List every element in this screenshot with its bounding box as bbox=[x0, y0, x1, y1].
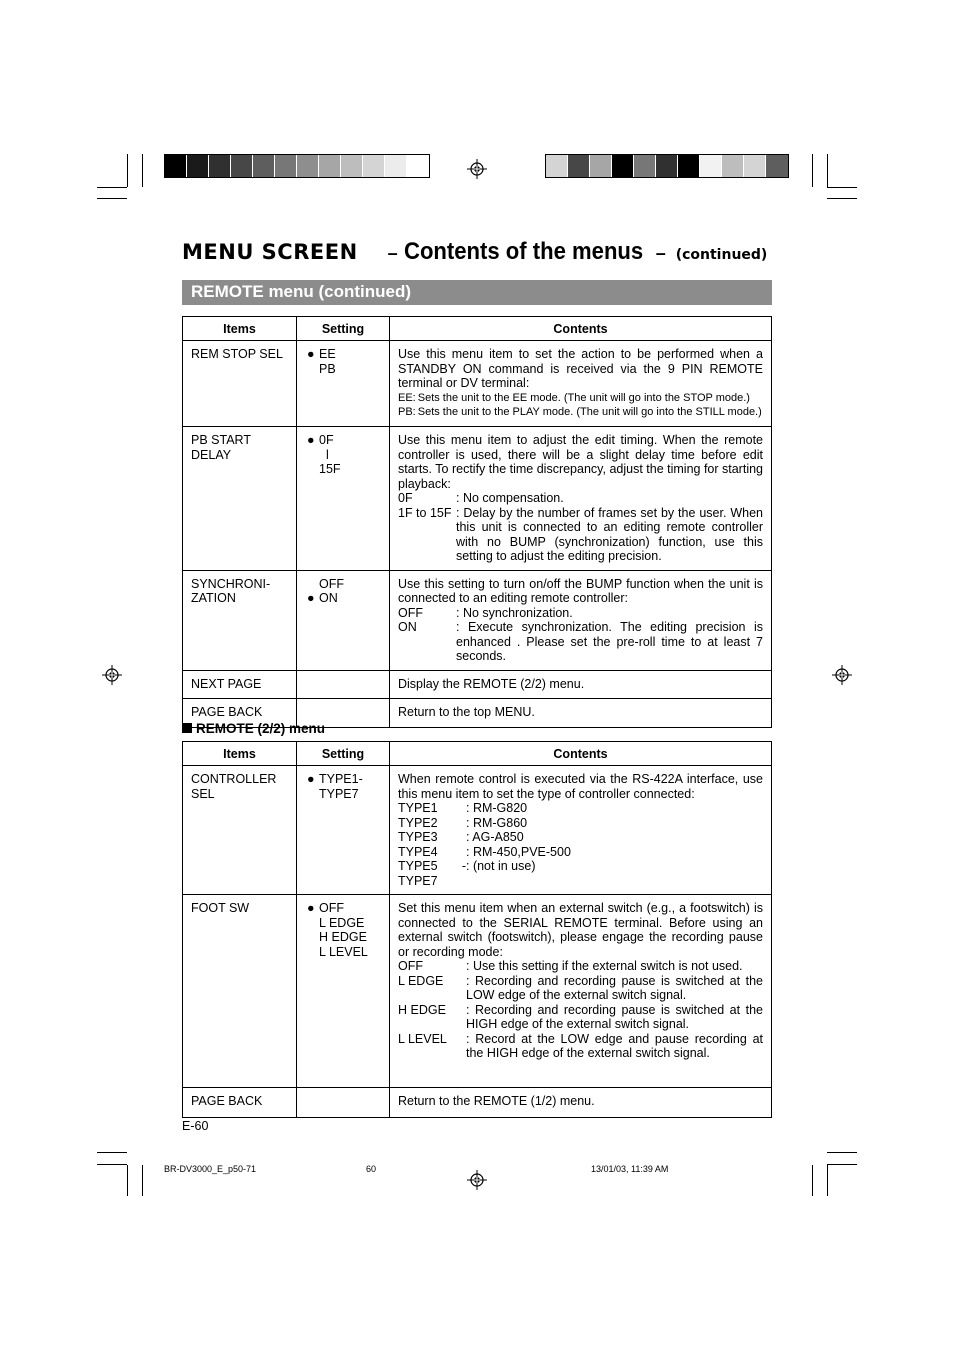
default-marker-icon bbox=[307, 362, 319, 377]
definition-term: TYPE3 bbox=[398, 830, 438, 844]
section-heading-label: REMOTE (2/2) menu bbox=[196, 721, 326, 736]
column-header: Contents bbox=[390, 317, 772, 341]
table-row bbox=[183, 895, 772, 1088]
gray-swatch bbox=[766, 155, 788, 177]
gray-swatch bbox=[319, 155, 341, 177]
crop-mark bbox=[827, 187, 857, 188]
gray-swatch bbox=[165, 155, 187, 177]
definition-text: : Delay by the number of frames set by the user. When this unit is connected to an editing remote controller with no BUMP (synchronization) function, use this setting to adjust the editing precision. bbox=[456, 505, 763, 563]
registration-target-icon bbox=[467, 1170, 487, 1190]
registration-target-icon bbox=[832, 665, 852, 685]
gray-swatch bbox=[744, 155, 766, 177]
setting-cell bbox=[297, 570, 390, 670]
definition-text: Sets the unit to the EE mode. (The unit will go into the STOP mode.) bbox=[417, 391, 750, 404]
registration-target-icon bbox=[102, 665, 122, 685]
default-marker-icon: ● bbox=[307, 347, 315, 361]
contents-definition bbox=[398, 405, 763, 420]
contents-definition bbox=[398, 491, 763, 506]
grayscale-calibration-bar-left bbox=[164, 154, 430, 178]
contents-definition bbox=[398, 801, 763, 816]
setting-cell bbox=[297, 895, 390, 1088]
setting-option bbox=[307, 945, 381, 960]
definition-text: : Execute synchronization. The editing precision is enhanced . Please set the pre-roll time to at least 7 seconds. bbox=[456, 620, 763, 663]
crop-mark bbox=[827, 154, 828, 187]
section-heading bbox=[182, 721, 325, 736]
definition-term: TYPE4 bbox=[398, 844, 438, 859]
footer-date: 13/01/03, 11:39 AM bbox=[591, 1164, 669, 1174]
definition-term: H EDGE bbox=[398, 1002, 446, 1017]
table-row bbox=[183, 427, 772, 571]
default-marker-icon bbox=[307, 462, 319, 477]
contents-definition bbox=[398, 816, 763, 831]
gray-swatch bbox=[407, 155, 429, 177]
contents-cell bbox=[390, 341, 772, 427]
crop-mark bbox=[97, 187, 127, 188]
gray-swatch bbox=[385, 155, 407, 177]
setting-cell bbox=[297, 766, 390, 895]
title-continued: (continued) bbox=[675, 247, 768, 263]
setting-option bbox=[307, 772, 381, 787]
definition-text: : Record at the LOW edge and pause recording at the HIGH edge of the external switch signal. bbox=[466, 1031, 763, 1060]
grayscale-calibration-bar-right bbox=[545, 154, 789, 178]
default-marker-icon bbox=[307, 916, 319, 931]
contents-text: Use this menu item to set the action to be performed when a STANDBY ON command is received via the 9 PIN REMOTE terminal or DV terminal: bbox=[398, 347, 763, 390]
footer-page: 60 bbox=[366, 1164, 377, 1174]
header-row bbox=[183, 317, 772, 341]
item-label: DELAY bbox=[191, 447, 232, 462]
footer-file: BR-DV3000_E_p50-71 bbox=[164, 1164, 257, 1174]
contents-definition bbox=[398, 606, 763, 621]
setting-option bbox=[307, 901, 381, 916]
contents-text: Use this menu item to adjust the edit timing. When the remote controller is used, there will be a slight delay time before edit starts. To rectify the time discrepancy, adjust the timing for starting playback: bbox=[398, 433, 763, 491]
definition-text: : No synchronization. bbox=[456, 605, 573, 620]
contents-definition bbox=[398, 845, 763, 860]
definition-text: : RM-450,PVE-500 bbox=[466, 844, 571, 859]
title-dash: – bbox=[655, 243, 666, 263]
definition-term: 1F to 15F bbox=[398, 505, 452, 520]
page-title bbox=[182, 238, 767, 266]
setting-label: L LEVEL bbox=[319, 944, 368, 959]
setting-option bbox=[307, 362, 381, 377]
setting-option bbox=[307, 347, 381, 362]
table-row bbox=[183, 570, 772, 670]
setting-option bbox=[307, 787, 381, 802]
contents-definition bbox=[398, 859, 763, 888]
definition-term: L EDGE bbox=[398, 973, 444, 988]
title-sub: Contents of the menus bbox=[403, 238, 643, 265]
default-marker-icon: ● bbox=[307, 591, 315, 605]
item-cell bbox=[183, 895, 297, 1088]
definition-text: : Use this setting if the external switch is not used. bbox=[466, 959, 743, 973]
definition-term: TYPE1 bbox=[398, 801, 438, 815]
setting-option bbox=[307, 916, 381, 931]
contents-text: Return to the top MENU. bbox=[398, 704, 535, 719]
contents-text: Use this setting to turn on/off the BUMP function when the unit is connected to an editing remote controller: bbox=[398, 576, 763, 605]
gray-swatch bbox=[275, 155, 297, 177]
crop-mark bbox=[827, 198, 857, 199]
default-marker-icon bbox=[307, 945, 319, 960]
item-label: SEL bbox=[191, 786, 215, 801]
crop-mark bbox=[127, 1165, 128, 1196]
definition-term: OFF bbox=[398, 605, 423, 620]
contents-cell bbox=[390, 1088, 772, 1118]
crop-mark bbox=[142, 154, 143, 187]
contents-definition bbox=[398, 391, 763, 406]
gray-swatch bbox=[656, 155, 678, 177]
contents-definition bbox=[398, 506, 763, 564]
definition-term: OFF bbox=[398, 959, 423, 973]
contents-cell bbox=[390, 427, 772, 571]
crop-mark bbox=[97, 1164, 127, 1165]
setting-label: 15F bbox=[319, 462, 341, 476]
setting-label: TYPE7 bbox=[319, 786, 359, 801]
setting-cell bbox=[297, 670, 390, 698]
definition-term: 0F bbox=[398, 491, 413, 505]
gray-swatch bbox=[722, 155, 744, 177]
definition-term: PB: bbox=[398, 406, 416, 418]
table-row bbox=[183, 1088, 772, 1118]
setting-option bbox=[307, 462, 381, 477]
contents-definition bbox=[398, 959, 763, 974]
default-marker-icon: ● bbox=[307, 901, 315, 915]
registration-target-icon bbox=[467, 159, 487, 179]
definition-text: : AG-A850 bbox=[466, 830, 524, 844]
gray-swatch bbox=[700, 155, 722, 177]
definition-term: EE: bbox=[398, 391, 416, 404]
setting-option bbox=[307, 591, 381, 606]
definition-term: L LEVEL bbox=[398, 1031, 447, 1046]
item-cell bbox=[183, 570, 297, 670]
item-cell bbox=[183, 766, 297, 895]
contents-cell bbox=[390, 895, 772, 1088]
gray-swatch bbox=[568, 155, 590, 177]
title-dash: – bbox=[387, 243, 398, 263]
setting-cell bbox=[297, 1088, 390, 1118]
column-header: Items bbox=[183, 742, 297, 766]
crop-mark bbox=[827, 1152, 857, 1153]
item-label: SYNCHRONI- bbox=[191, 576, 271, 591]
table-row bbox=[183, 766, 772, 895]
setting-label: EE bbox=[319, 347, 336, 361]
contents-definition bbox=[398, 1003, 763, 1032]
gray-swatch bbox=[253, 155, 275, 177]
square-bullet-icon bbox=[182, 723, 192, 733]
crop-mark bbox=[97, 1152, 127, 1153]
gray-swatch bbox=[590, 155, 612, 177]
column-header: Setting bbox=[297, 317, 390, 341]
gray-swatch bbox=[678, 155, 700, 177]
contents-definition bbox=[398, 830, 763, 845]
gray-swatch bbox=[363, 155, 385, 177]
column-header: Setting bbox=[297, 742, 390, 766]
setting-option bbox=[307, 577, 381, 592]
contents-definition bbox=[398, 620, 763, 664]
definition-term: TYPE5 - TYPE7 bbox=[398, 859, 466, 888]
item-label: ZATION bbox=[191, 591, 236, 605]
gray-swatch bbox=[209, 155, 231, 177]
definition-text: : RM-G860 bbox=[466, 815, 528, 830]
page-number: E-60 bbox=[182, 1119, 209, 1133]
gray-swatch bbox=[612, 155, 634, 177]
contents-cell bbox=[390, 570, 772, 670]
definition-text: : (not in use) bbox=[466, 859, 536, 873]
setting-label: 0F bbox=[319, 433, 334, 447]
table-row bbox=[183, 341, 772, 427]
table-row bbox=[183, 670, 772, 698]
contents-cell bbox=[390, 698, 772, 727]
setting-label: OFF bbox=[319, 576, 344, 591]
setting-option bbox=[307, 930, 381, 945]
gray-swatch bbox=[341, 155, 363, 177]
contents-text: Set this menu item when an external switch (e.g., a footswitch) is connected to the SERIAL REMOTE terminal. Before using an external switch (footswitch), please engage the recording pause or recording mode: bbox=[398, 901, 763, 959]
crop-mark bbox=[827, 1165, 828, 1196]
remote-menu-table-1 bbox=[182, 316, 772, 728]
definition-text: : No compensation. bbox=[456, 491, 564, 505]
crop-mark bbox=[812, 1165, 813, 1196]
default-marker-icon bbox=[307, 787, 319, 802]
section-banner: REMOTE menu (continued) bbox=[182, 280, 772, 305]
item-label: REM STOP SEL bbox=[191, 347, 283, 361]
column-header: Contents bbox=[390, 742, 772, 766]
definition-text: : RM-G820 bbox=[466, 801, 528, 815]
contents-text: When remote control is executed via the RS-422A interface, use this menu item to set the type of controller connected: bbox=[398, 772, 763, 801]
setting-label: PB bbox=[319, 361, 336, 376]
definition-term: TYPE2 bbox=[398, 815, 438, 830]
contents-text: Return to the REMOTE (1/2) menu. bbox=[398, 1094, 595, 1108]
contents-cell bbox=[390, 766, 772, 895]
definition-text: Sets the unit to the PLAY mode. (The unit will go into the STILL mode.) bbox=[417, 406, 762, 418]
contents-definition bbox=[398, 974, 763, 1003]
crop-mark bbox=[127, 154, 128, 187]
setting-cell bbox=[297, 341, 390, 427]
setting-option bbox=[307, 448, 381, 463]
contents-cell bbox=[390, 670, 772, 698]
definition-text: : Recording and recording pause is switched at the LOW edge of the external switch signal. bbox=[466, 973, 763, 1002]
crop-mark bbox=[812, 154, 813, 187]
default-marker-icon bbox=[307, 577, 319, 592]
column-header: Items bbox=[183, 317, 297, 341]
setting-label: l bbox=[319, 447, 329, 462]
gray-swatch bbox=[297, 155, 319, 177]
remote-menu-table-2 bbox=[182, 741, 772, 1118]
contents-definition bbox=[398, 1032, 763, 1061]
item-cell bbox=[183, 341, 297, 427]
crop-mark bbox=[97, 198, 127, 199]
definition-term: ON bbox=[398, 620, 417, 634]
setting-label: H EDGE bbox=[319, 930, 367, 944]
definition-text: : Recording and recording pause is switched at the HIGH edge of the external switch signal. bbox=[466, 1002, 763, 1031]
default-marker-icon: ● bbox=[307, 772, 315, 786]
item-cell bbox=[183, 670, 297, 698]
setting-option bbox=[307, 433, 381, 448]
gray-swatch bbox=[187, 155, 209, 177]
setting-label: L EDGE bbox=[319, 915, 365, 930]
item-label: CONTROLLER bbox=[191, 772, 277, 786]
gray-swatch bbox=[546, 155, 568, 177]
default-marker-icon bbox=[307, 448, 319, 463]
item-label: FOOT SW bbox=[191, 901, 250, 915]
crop-mark bbox=[142, 1165, 143, 1196]
item-label: NEXT PAGE bbox=[191, 676, 262, 691]
setting-label: OFF bbox=[319, 901, 344, 915]
setting-label: TYPE1- bbox=[319, 772, 363, 786]
item-cell bbox=[183, 1088, 297, 1118]
gray-swatch bbox=[231, 155, 253, 177]
setting-label: ON bbox=[319, 591, 338, 605]
contents-text: Display the REMOTE (2/2) menu. bbox=[398, 676, 585, 691]
item-cell bbox=[183, 427, 297, 571]
item-label: PAGE BACK bbox=[191, 1094, 263, 1108]
default-marker-icon: ● bbox=[307, 433, 315, 447]
header-row bbox=[183, 742, 772, 766]
default-marker-icon bbox=[307, 930, 319, 945]
item-label: PAGE BACK bbox=[191, 704, 263, 719]
gray-swatch bbox=[634, 155, 656, 177]
crop-mark bbox=[827, 1164, 857, 1165]
title-main: MENU SCREEN bbox=[182, 240, 358, 264]
setting-cell bbox=[297, 427, 390, 571]
item-label: PB START bbox=[191, 433, 251, 447]
